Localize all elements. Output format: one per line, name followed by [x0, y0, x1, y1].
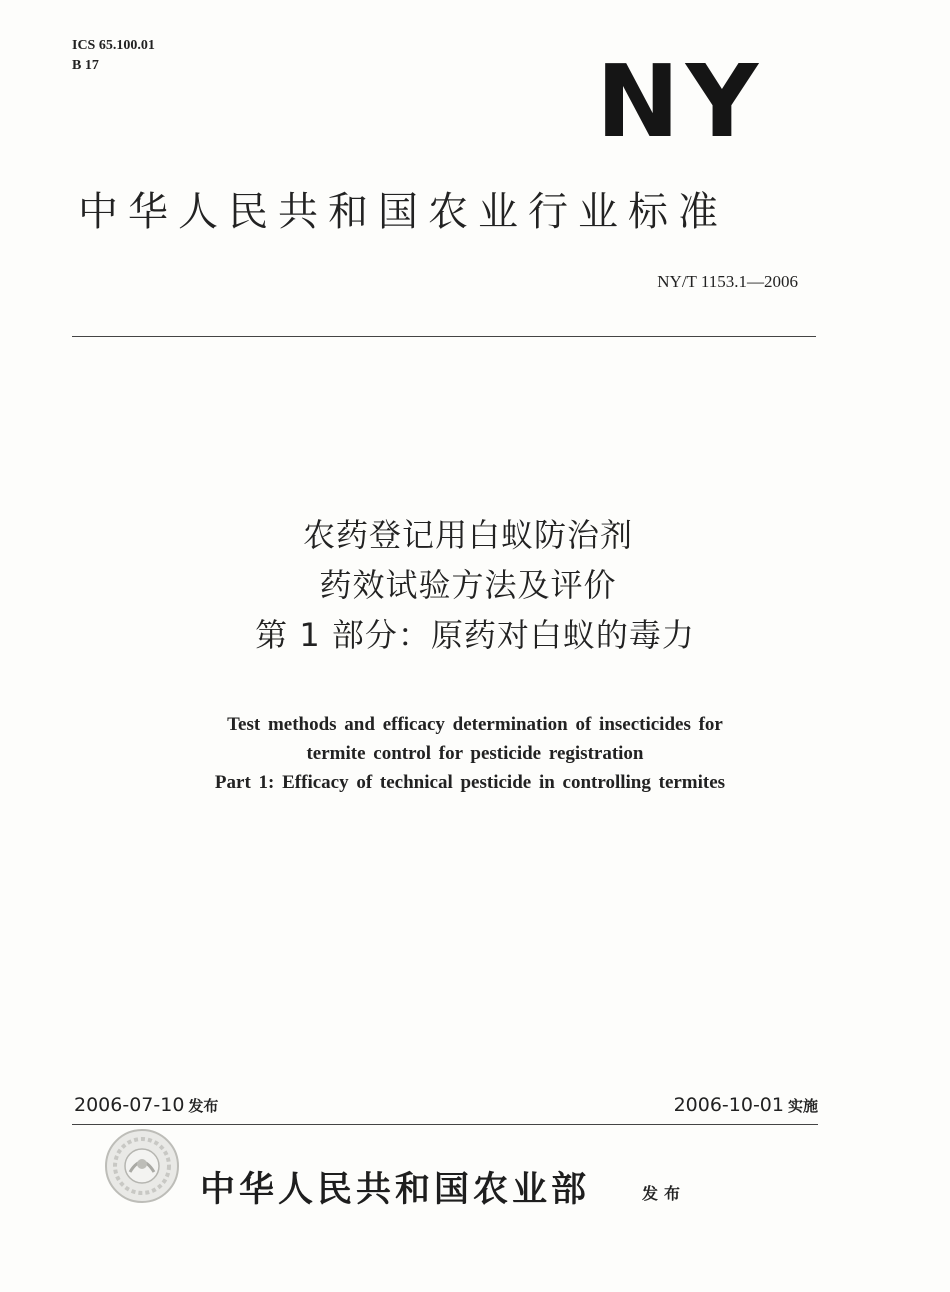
chinese-title	[0, 510, 950, 660]
standard-category: 中华人民共和国农业行业标准	[78, 189, 728, 235]
english-title-line2: termite control for pesticide registration	[306, 743, 644, 764]
ministry-seal-icon	[104, 1128, 180, 1204]
standard-number: NY/T 1153.1—2006	[657, 272, 798, 291]
publish-date-block	[74, 1094, 218, 1116]
english-title-line3: Part 1: Efficacy of technical pesticide in controlling termites	[214, 772, 726, 793]
english-title	[0, 710, 950, 797]
classification-block	[72, 36, 155, 76]
effective-label: 实施	[787, 1097, 818, 1115]
chinese-title-line3: 第 1 部分：原药对白蚁的毒力	[255, 616, 695, 654]
ics-code: ICS 65.100.01	[72, 38, 155, 53]
class-code: B 17	[72, 58, 99, 73]
chinese-title-line1: 农药登记用白蚁防治剂	[302, 516, 633, 554]
ny-logo: NY	[596, 43, 765, 160]
publish-label: 发布	[188, 1097, 219, 1115]
issuer-name: 中华人民共和国农业部	[200, 1169, 591, 1210]
bottom-divider	[72, 1124, 818, 1125]
effective-date: 2006-10-01	[673, 1094, 784, 1116]
top-divider	[72, 336, 816, 337]
chinese-title-line2: 药效试验方法及评价	[319, 566, 617, 604]
effective-date-block	[674, 1094, 818, 1116]
issuer-suffix: 发布	[642, 1184, 687, 1203]
english-title-line1: Test methods and efficacy determination of insecticides for	[227, 714, 723, 735]
publish-date: 2006-07-10	[74, 1094, 185, 1116]
